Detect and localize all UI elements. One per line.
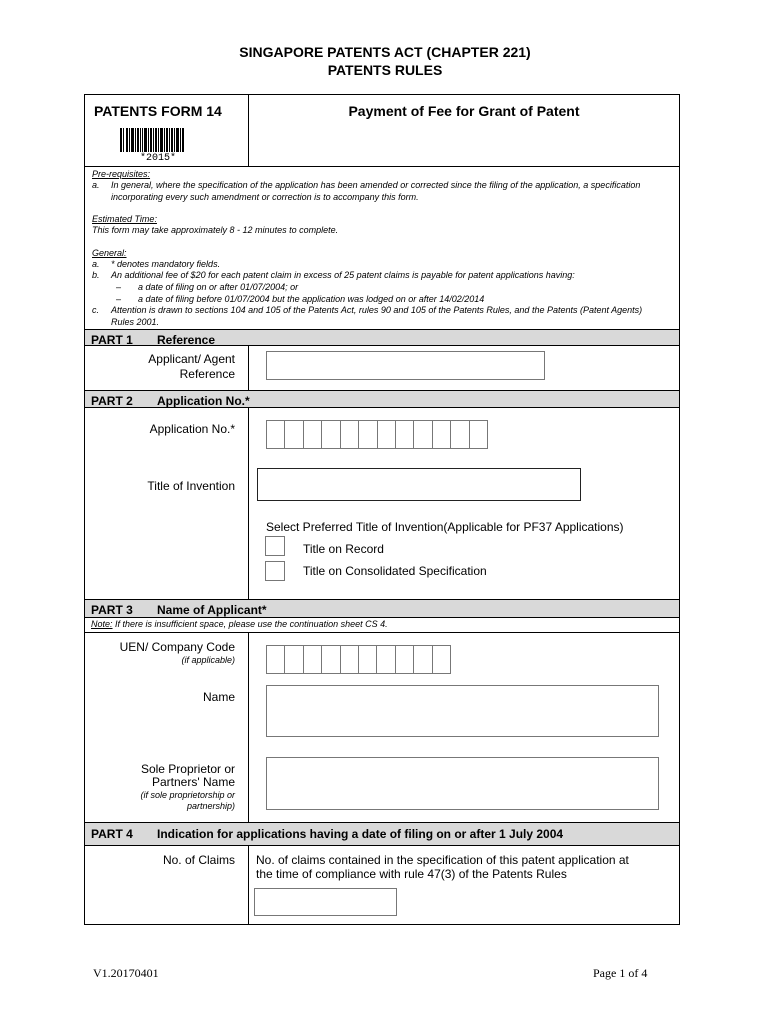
part4-number: PART 4 xyxy=(91,827,133,841)
general-a-text: * denotes mandatory fields. xyxy=(111,259,221,269)
barcode-icon xyxy=(120,128,184,152)
title-on-record-label: Title on Record xyxy=(303,542,384,556)
prereq-a-marker: a. xyxy=(92,180,100,190)
title-of-invention-input[interactable] xyxy=(257,468,581,501)
part4-divider xyxy=(248,846,249,924)
reference-label-line1: Applicant/ Agent xyxy=(148,352,235,366)
part1-header xyxy=(85,329,679,346)
uen-sublabel: (if applicable) xyxy=(181,655,235,665)
sole-proprietor-sublabel-line2: partnership) xyxy=(186,801,235,811)
part3-note: Note: If there is insufficient space, please use the continuation sheet CS 4. xyxy=(91,619,388,629)
title-bottom-rule xyxy=(84,166,680,167)
title-of-invention-label: Title of Invention xyxy=(147,479,235,493)
estimated-text: This form may take approximately 8 - 12 minutes to complete. xyxy=(92,225,339,235)
title-consolidated-label: Title on Consolidated Specification xyxy=(303,564,487,578)
part3-divider xyxy=(248,632,249,822)
part2-header xyxy=(85,390,679,408)
part2-title: Application No.* xyxy=(157,394,250,408)
title-consolidated-checkbox[interactable] xyxy=(265,561,285,581)
uen-input[interactable] xyxy=(266,645,451,674)
sole-proprietor-input[interactable] xyxy=(266,757,659,810)
part3-header xyxy=(85,599,679,618)
general-b-marker: b. xyxy=(92,270,100,280)
claims-input[interactable] xyxy=(254,888,397,916)
applicant-name-input[interactable] xyxy=(266,685,659,737)
application-no-label: Application No.* xyxy=(149,422,235,436)
barcode-text: *2015* xyxy=(140,153,177,164)
act-title: SINGAPORE PATENTS ACT (CHAPTER 221) xyxy=(239,44,531,60)
general-b2-text: a date of filing before 01/07/2004 but the application was lodged on or after 14/02/2014 xyxy=(138,294,485,304)
prereq-a-text: In general, where the specification of the application has been amended or corrected since the filing of the application, a specification incorporating every such amendment or correction is to accompany this form. xyxy=(111,180,641,202)
part3-note-rule xyxy=(84,632,680,633)
general-b-text: An additional fee of $20 for each patent claim in excess of 25 patent claims is payable for patent applications having: xyxy=(111,270,575,280)
sole-proprietor-label-line1: Sole Proprietor or xyxy=(140,762,235,776)
general-c-marker: c. xyxy=(92,305,100,315)
general-b1-marker: – xyxy=(116,282,122,292)
part4-header xyxy=(85,822,679,846)
part3-number: PART 3 xyxy=(91,603,133,617)
title-on-record-checkbox[interactable] xyxy=(265,536,285,556)
rules-title: PATENTS RULES xyxy=(327,62,443,78)
general-b2-marker: – xyxy=(116,294,122,304)
general-heading: General: xyxy=(92,248,127,258)
uen-label: UEN/ Company Code xyxy=(119,640,235,654)
part1-divider xyxy=(248,346,249,390)
reference-label-line2: Reference xyxy=(179,367,235,381)
page-number: Page 1 of 4 xyxy=(593,966,648,980)
sole-proprietor-sublabel-line1: (if sole proprietorship or xyxy=(140,790,235,800)
form-title: Payment of Fee for Grant of Patent xyxy=(348,103,580,119)
claims-label: No. of Claims xyxy=(162,853,235,867)
reference-input[interactable] xyxy=(266,351,545,380)
part2-number: PART 2 xyxy=(91,394,133,408)
prereq-heading: Pre-requisites: xyxy=(92,169,151,179)
application-no-input[interactable] xyxy=(266,420,488,449)
claims-text-line1: No. of claims contained in the specification of this patent application at xyxy=(256,853,629,867)
version-text: V1.20170401 xyxy=(93,966,159,980)
part1-title: Reference xyxy=(157,333,216,347)
general-c-text: Attention is drawn to sections 104 and 105 of the Patents Act, rules 90 and 105 of the Patents Rules, and the Patents (Patent Agents) Rules 2001. xyxy=(111,305,643,327)
select-title-text: Select Preferred Title of Invention(Applicable for PF37 Applications) xyxy=(266,520,624,534)
general-a-marker: a. xyxy=(92,259,100,269)
applicant-name-label: Name xyxy=(202,690,235,704)
form-name: PATENTS FORM 14 xyxy=(94,103,222,119)
claims-text-line2: the time of compliance with rule 47(3) of the Patents Rules xyxy=(256,867,567,881)
part4-title: Indication for applications having a date of filing on or after 1 July 2004 xyxy=(157,827,564,841)
estimated-heading: Estimated Time: xyxy=(92,214,157,224)
sole-proprietor-label-line2: Partners' Name xyxy=(152,775,235,789)
part1-number: PART 1 xyxy=(91,333,133,347)
general-b1-text: a date of filing on or after 01/07/2004; or xyxy=(138,282,299,292)
part2-divider xyxy=(248,408,249,599)
part3-title: Name of Applicant* xyxy=(157,603,267,617)
